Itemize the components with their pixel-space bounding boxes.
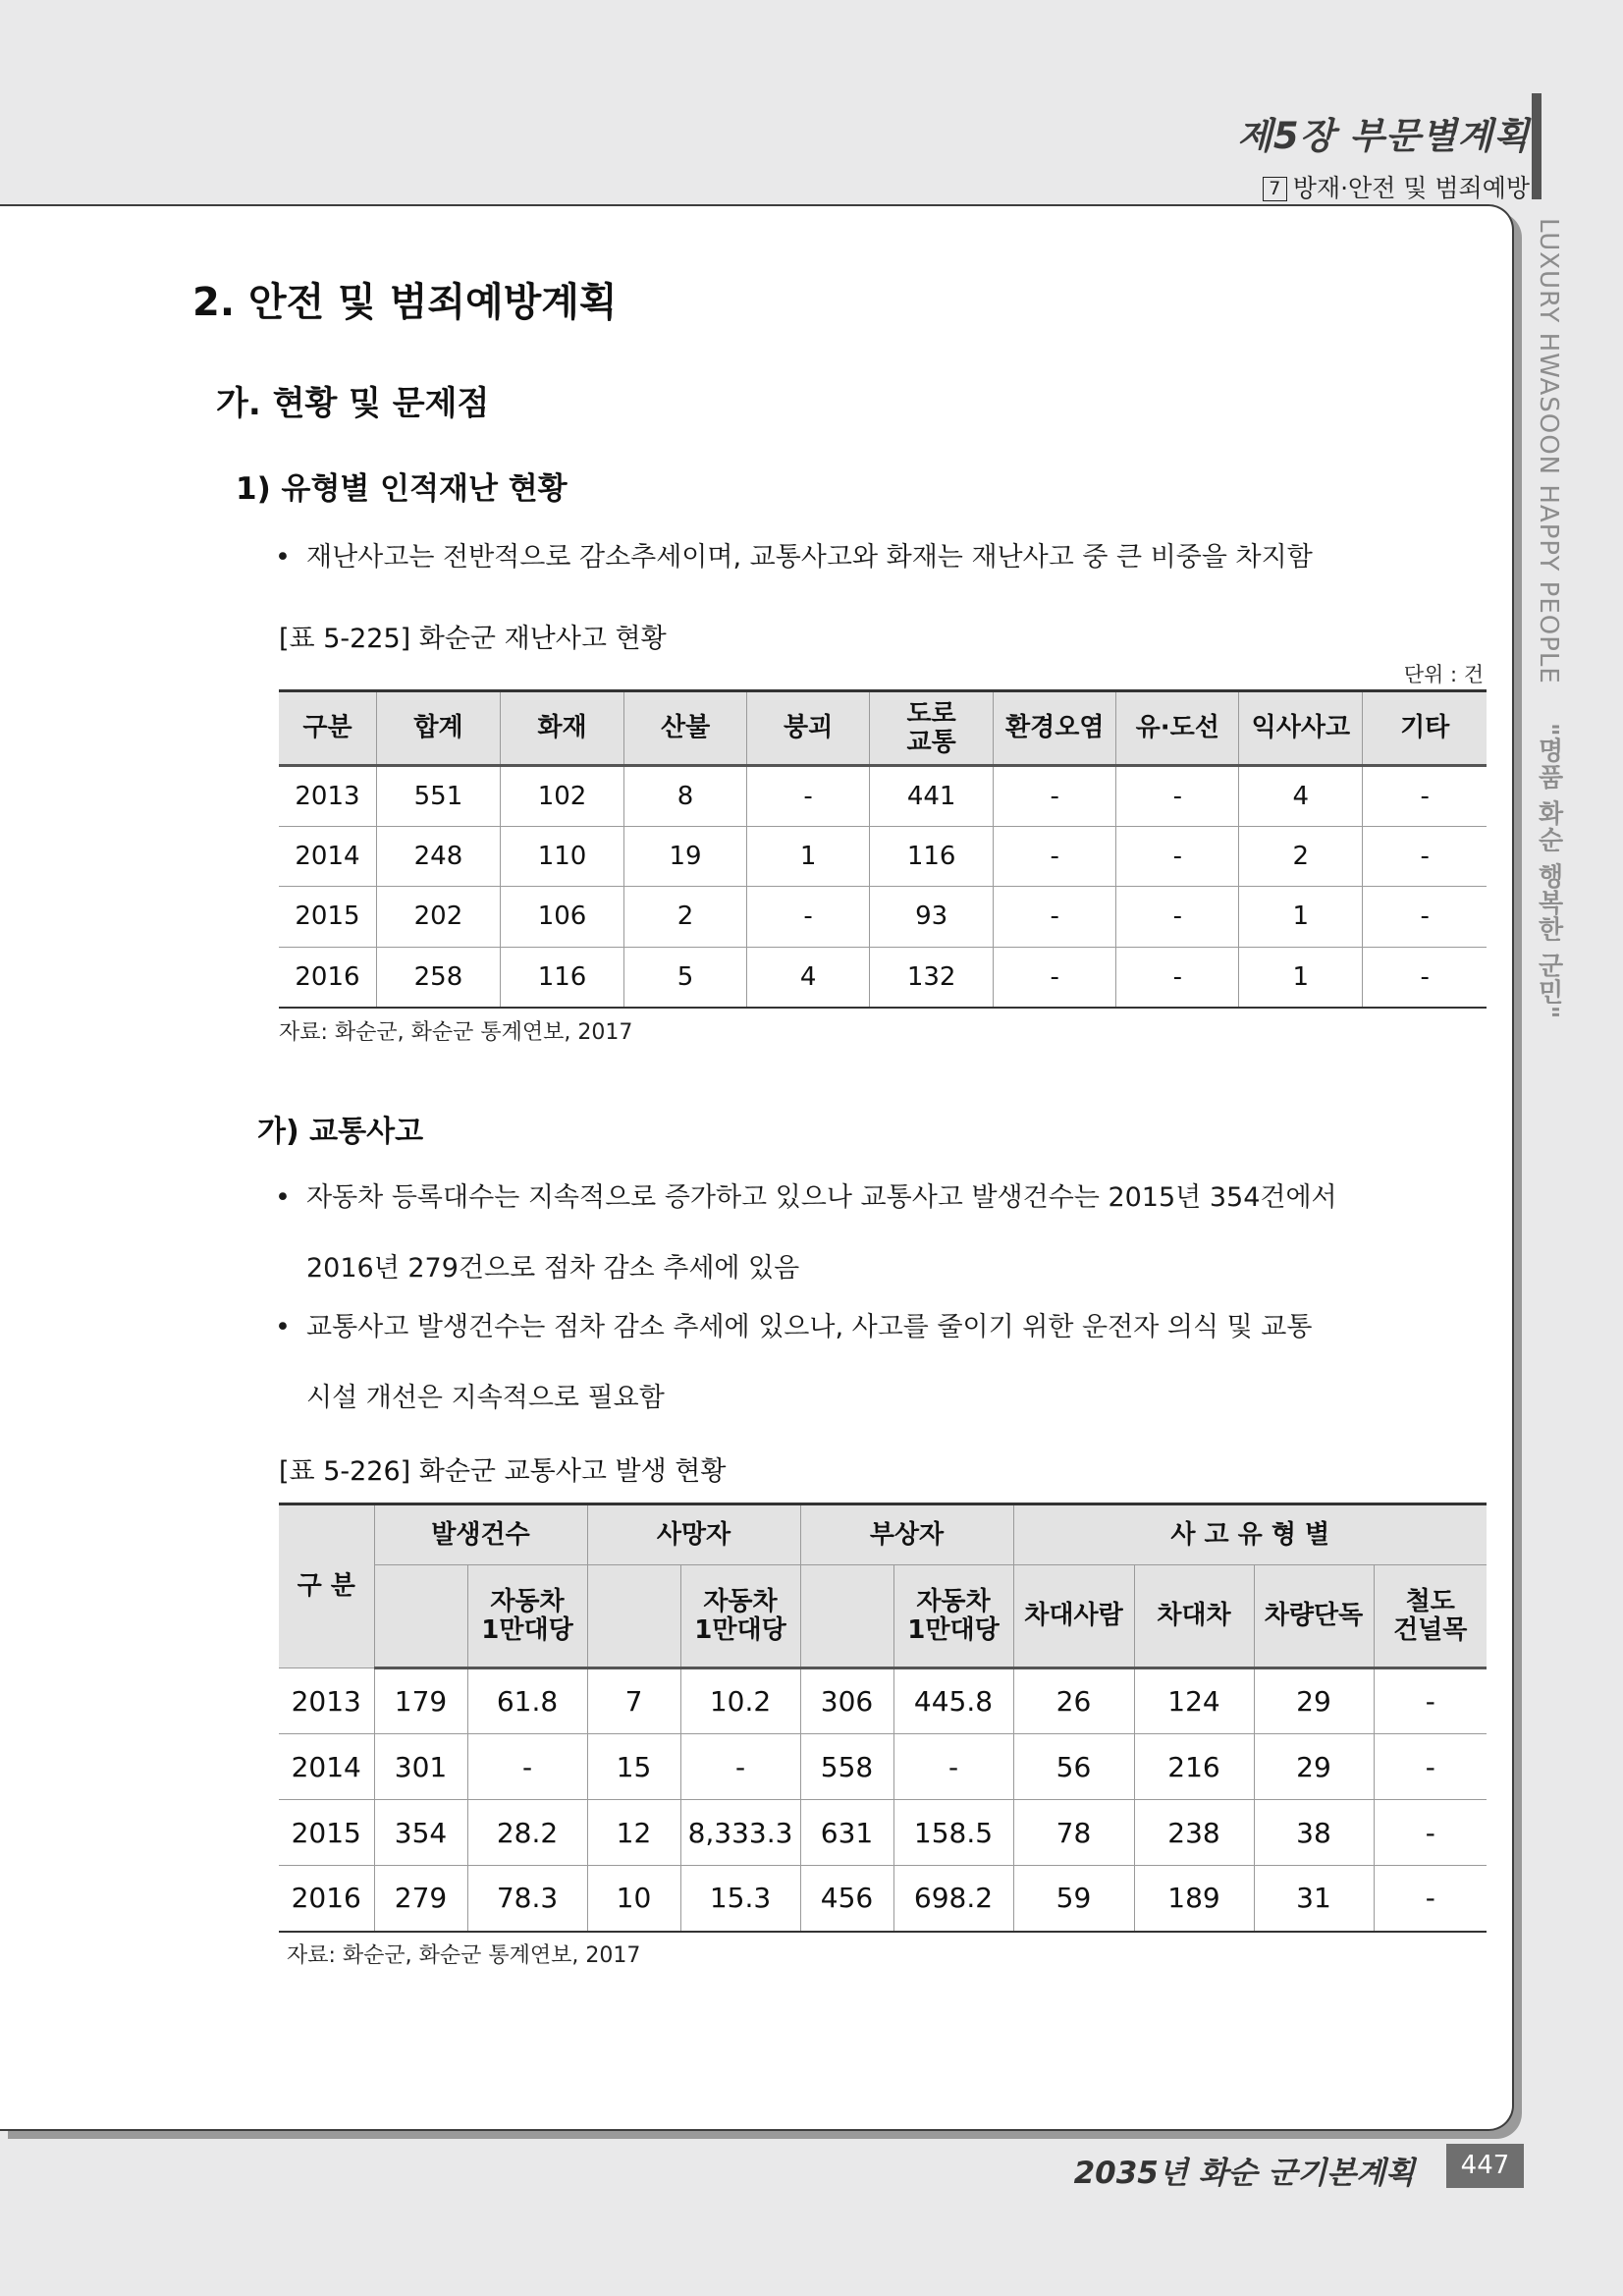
- table-row: [279, 947, 1487, 1008]
- table-row: [279, 1866, 1487, 1932]
- table1-header: 기타: [1363, 691, 1487, 766]
- table2-header-type: 사 고 유 형 별: [1013, 1504, 1487, 1565]
- table-cell: 102: [500, 766, 623, 827]
- table-cell: 106: [500, 887, 623, 948]
- table-cell: 158.5: [893, 1800, 1013, 1866]
- table-cell: 445.8: [893, 1668, 1013, 1734]
- bullet-marker: •: [275, 1312, 291, 1342]
- table1-unit: 단위 : 건: [1403, 663, 1484, 686]
- table-cell: 279: [374, 1866, 467, 1932]
- table-cell: -: [1116, 887, 1239, 948]
- table-cell: 15: [587, 1734, 680, 1800]
- heading-main: 2. 안전 및 범죄예방계획: [192, 280, 618, 325]
- table-cell: 2015: [279, 887, 376, 948]
- table-cell: 456: [800, 1866, 893, 1932]
- table2-header-occur: 발생건수: [374, 1504, 587, 1565]
- bullet-marker: •: [275, 1182, 291, 1213]
- table-cell: -: [1374, 1800, 1487, 1866]
- table-cell: -: [1374, 1734, 1487, 1800]
- table-cell: 558: [800, 1734, 893, 1800]
- table2-source: 자료: 화순군, 화순군 통계연보, 2017: [287, 1943, 641, 1968]
- table-cell: 5: [624, 947, 747, 1008]
- table-row: [279, 887, 1487, 948]
- page-number: 447: [1446, 2144, 1524, 2188]
- bullet-item: [275, 1163, 1453, 1304]
- table-cell: -: [994, 766, 1116, 827]
- header-bar: [1532, 93, 1542, 199]
- table2-subheader-per-car: 자동차 1만대당: [467, 1565, 587, 1668]
- table-cell: 38: [1254, 1800, 1374, 1866]
- table-cell: 116: [870, 826, 994, 887]
- table1-header-row: [279, 691, 1487, 766]
- table-cell: -: [994, 887, 1116, 948]
- table-cell: -: [1374, 1668, 1487, 1734]
- table-cell: 59: [1013, 1866, 1134, 1932]
- table-cell: 78.3: [467, 1866, 587, 1932]
- table-cell: -: [1116, 826, 1239, 887]
- table-cell: 132: [870, 947, 994, 1008]
- table-cell: 8: [624, 766, 747, 827]
- table-row: [279, 1668, 1487, 1734]
- table-cell: 2014: [279, 826, 376, 887]
- table-cell: 202: [376, 887, 500, 948]
- table-cell: 93: [870, 887, 994, 948]
- table-cell: 26: [1013, 1668, 1134, 1734]
- table-cell: 306: [800, 1668, 893, 1734]
- table1-header: 환경오염: [994, 691, 1116, 766]
- table-cell: -: [680, 1734, 800, 1800]
- table-row: [279, 826, 1487, 887]
- table-cell: 441: [870, 766, 994, 827]
- side-slogan: "명품 화순 행복한 군민": [1534, 723, 1563, 1020]
- table-cell: -: [994, 826, 1116, 887]
- table2-subheader-per-car: 자동차 1만대당: [893, 1565, 1013, 1668]
- table-cell: 124: [1134, 1668, 1254, 1734]
- table1-header: 유·도선: [1116, 691, 1239, 766]
- table-cell: 61.8: [467, 1668, 587, 1734]
- table-cell: 19: [624, 826, 747, 887]
- bullet-text-line: 교통사고 발생건수는 점차 감소 추세에 있으나, 사고를 줄이기 위한 운전자 의식 및 교통: [306, 1312, 1313, 1342]
- bullet-text: 재난사고는 전반적으로 감소추세이며, 교통사고와 화재는 재난사고 중 큰 비중을 차지함: [306, 542, 1313, 573]
- table2-subheader-car-person: 차대사람: [1013, 1565, 1134, 1668]
- table1-header: 구분: [279, 691, 376, 766]
- table-cell: 189: [1134, 1866, 1254, 1932]
- heading-level4: 가) 교통사고: [257, 1115, 424, 1149]
- table-cell: 31: [1254, 1866, 1374, 1932]
- table2-header-injured: 부상자: [800, 1504, 1013, 1565]
- table-cell: -: [747, 766, 870, 827]
- table-cell: 29: [1254, 1734, 1374, 1800]
- table-cell: 28.2: [467, 1800, 587, 1866]
- table-cell: 4: [747, 947, 870, 1008]
- bullet-text-line: 시설 개선은 지속적으로 필요함: [306, 1383, 665, 1413]
- table-cell: 29: [1254, 1668, 1374, 1734]
- bullet-text-line: 2016년 279건으로 점차 감소 추세에 있음: [306, 1253, 800, 1284]
- table2-subheader-rail: 철도 건널목: [1374, 1565, 1487, 1668]
- table1-caption: [표 5-225] 화순군 재난사고 현황: [279, 624, 667, 654]
- table1-header: 붕괴: [747, 691, 870, 766]
- table-cell: 1: [1239, 887, 1363, 948]
- table-cell: 631: [800, 1800, 893, 1866]
- table-cell: 2014: [279, 1734, 374, 1800]
- table-cell: -: [1363, 766, 1487, 827]
- table-row: [279, 766, 1487, 827]
- table-cell: 1: [1239, 947, 1363, 1008]
- side-vertical-text: [1528, 218, 1567, 1082]
- table-cell: 179: [374, 1668, 467, 1734]
- table-cell: -: [994, 947, 1116, 1008]
- heading-sub: 가. 현황 및 문제점: [216, 384, 490, 423]
- table-cell: 258: [376, 947, 500, 1008]
- table2-header-gubun: 구 분: [279, 1504, 374, 1668]
- table-cell: 354: [374, 1800, 467, 1866]
- table-cell: 2015: [279, 1800, 374, 1866]
- table-cell: 2013: [279, 766, 376, 827]
- table2-subheader-row: [279, 1565, 1487, 1668]
- table-cell: 10.2: [680, 1668, 800, 1734]
- table-cell: 10: [587, 1866, 680, 1932]
- bullet-item: [275, 522, 1453, 593]
- table-cell: 698.2: [893, 1866, 1013, 1932]
- bullet-marker: •: [275, 542, 291, 573]
- table-cell: 110: [500, 826, 623, 887]
- table2-header-death: 사망자: [587, 1504, 800, 1565]
- table-cell: 116: [500, 947, 623, 1008]
- heading-level3: 1) 유형별 인적재난 현황: [236, 471, 568, 507]
- table1-header: 화재: [500, 691, 623, 766]
- table-cell: 8,333.3: [680, 1800, 800, 1866]
- bullet-text-line: 자동차 등록대수는 지속적으로 증가하고 있으나 교통사고 발생건수는 2015년 354건에서: [306, 1182, 1337, 1213]
- section-title: 방재·안전 및 범죄예방: [1292, 174, 1530, 202]
- table-cell: -: [893, 1734, 1013, 1800]
- table2-subheader-blank: [587, 1565, 680, 1668]
- table-cell: -: [1116, 766, 1239, 827]
- table-cell: 551: [376, 766, 500, 827]
- table-disaster-accidents: [279, 689, 1487, 1009]
- table1-header: 도로 교통: [870, 691, 994, 766]
- table-cell: 2: [624, 887, 747, 948]
- table-cell: 2016: [279, 947, 376, 1008]
- table-cell: 2: [1239, 826, 1363, 887]
- footer-title: 2035년 화순 군기본계획: [1073, 2156, 1415, 2191]
- table-cell: 15.3: [680, 1866, 800, 1932]
- table-cell: 4: [1239, 766, 1363, 827]
- chapter-title: 제5장 부문별계획: [1237, 115, 1530, 157]
- table-cell: 78: [1013, 1800, 1134, 1866]
- table2-subheader-car-car: 차대차: [1134, 1565, 1254, 1668]
- table1-source: 자료: 화순군, 화순군 통계연보, 2017: [279, 1020, 633, 1045]
- table2-caption: [표 5-226] 화순군 교통사고 발생 현황: [279, 1456, 727, 1487]
- table-row: [279, 1734, 1487, 1800]
- table2-subheader-blank: [800, 1565, 893, 1668]
- section-number-box: 7: [1263, 177, 1287, 201]
- table-traffic-accidents: [279, 1503, 1487, 1933]
- table-cell: -: [1363, 947, 1487, 1008]
- table-cell: 2016: [279, 1866, 374, 1932]
- table-cell: -: [1363, 826, 1487, 887]
- bullet-item: [275, 1292, 1453, 1434]
- table2-header-row: [279, 1504, 1487, 1565]
- table-cell: -: [467, 1734, 587, 1800]
- table-cell: 1: [747, 826, 870, 887]
- table2-subheader-car-single: 차량단독: [1254, 1565, 1374, 1668]
- table2-subheader-blank: [374, 1565, 467, 1668]
- table-row: [279, 1800, 1487, 1866]
- table2-subheader-per-car: 자동차 1만대당: [680, 1565, 800, 1668]
- table-cell: 248: [376, 826, 500, 887]
- table1-header: 익사사고: [1239, 691, 1363, 766]
- table-cell: 2013: [279, 1668, 374, 1734]
- table-cell: 12: [587, 1800, 680, 1866]
- table-cell: -: [1116, 947, 1239, 1008]
- table-cell: -: [1374, 1866, 1487, 1932]
- table1-header: 합계: [376, 691, 500, 766]
- table1-header: 산불: [624, 691, 747, 766]
- table-cell: 56: [1013, 1734, 1134, 1800]
- table-cell: -: [1363, 887, 1487, 948]
- table-cell: 7: [587, 1668, 680, 1734]
- table-cell: 216: [1134, 1734, 1254, 1800]
- table-cell: -: [747, 887, 870, 948]
- table-cell: 301: [374, 1734, 467, 1800]
- page-header: [1237, 106, 1530, 204]
- side-text: LUXURY HWASOON HAPPY PEOPLE: [1534, 218, 1563, 684]
- table-cell: 238: [1134, 1800, 1254, 1866]
- section-subtitle: [1237, 169, 1530, 204]
